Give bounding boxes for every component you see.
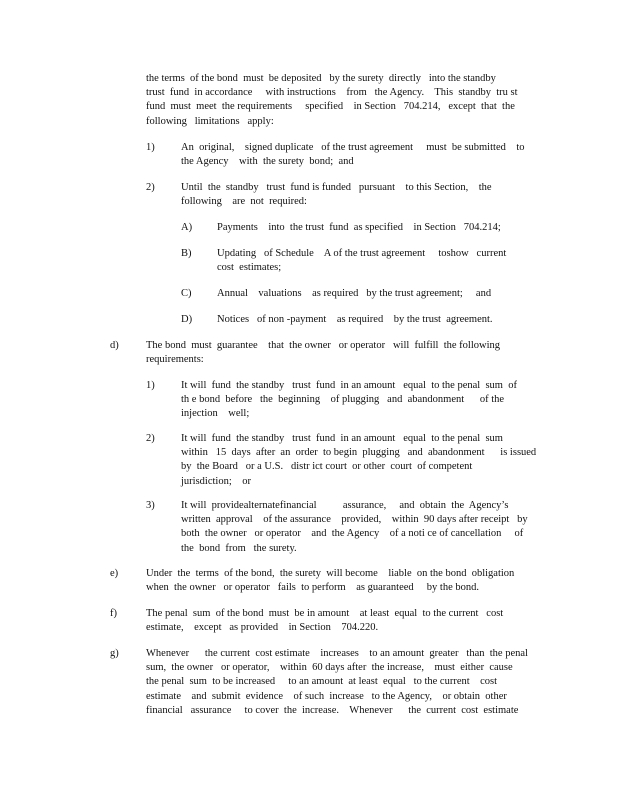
text-line: It will fund the standby trust fund in an amount equal to the penal sum: [181, 433, 503, 444]
text-line: Under the terms of the bond, the surety will become liable on the bond obligation: [146, 568, 515, 579]
list-item: [217, 287, 491, 301]
text-line: within 15 days after an order to begin plugging and abandonment is issued: [181, 447, 537, 459]
text-line: Whenever the current cost estimate increases to an amount greater than the penal: [146, 648, 528, 659]
text-line: the terms of the bond must be deposited by the surety directly into the standby: [146, 73, 496, 84]
text-line: th e bond before the beginning of plugging and abandonment of the: [181, 394, 505, 406]
text-line: following are not required:: [181, 196, 307, 208]
text-line: financial assurance to cover the increase. Whenever the current cost estimate: [146, 704, 519, 716]
list-marker: 1): [146, 142, 155, 153]
section-marker: e): [110, 568, 119, 579]
list-marker: A): [181, 222, 193, 233]
list-item: [217, 247, 506, 275]
text-line: estimate, except as provided in Section 704.220.: [146, 622, 379, 634]
text-line: the bond from the surety.: [181, 542, 297, 554]
list-marker: 1): [146, 380, 155, 391]
section-marker: g): [110, 648, 119, 659]
text-line: both the owner or operator and the Agency of a noti ce of cancellation of: [181, 528, 524, 540]
list-marker: 2): [146, 433, 155, 444]
section-paragraph: [146, 607, 503, 635]
section-paragraph: [146, 339, 500, 367]
list-marker: 3): [146, 500, 155, 511]
text-line: An original, signed duplicate of the trust agreement must be submitted to: [181, 142, 525, 153]
text-line: when the owner or operator fails to perform as guaranteed by the bond.: [146, 582, 479, 594]
text-line: estimate and submit evidence of such increase to the Agency, or obtain other: [146, 690, 507, 702]
section-paragraph: [146, 647, 528, 718]
text-line: following limitations apply:: [146, 115, 274, 127]
list-item: [181, 432, 536, 489]
text-line: injection well;: [181, 408, 250, 420]
list-marker: B): [181, 248, 192, 259]
text-line: It will providealternatefinancial assurance, and obtain the Agency’s: [181, 500, 509, 511]
list-item: [217, 221, 501, 235]
text-line: the penal sum to be increased to an amount at least equal to the current cost: [146, 676, 498, 688]
text-line: requirements:: [146, 354, 204, 366]
text-line: The bond must guarantee that the owner or operator will fulfill the following: [146, 340, 500, 351]
text-line: the Agency with the surety bond; and: [181, 156, 354, 168]
list-item: [217, 313, 493, 327]
text-line: sum, the owner or operator, within 60 days after the increase, must either cause: [146, 662, 513, 674]
list-item: [181, 141, 525, 169]
text-line: Updating of Schedule A of the trust agreement toshow current: [217, 248, 507, 259]
intro-paragraph: [146, 72, 518, 129]
text-line: The penal sum of the bond must be in amount at least equal to the current cost: [146, 608, 504, 619]
list-item: [181, 379, 517, 422]
section-marker: f): [110, 608, 117, 619]
list-marker: D): [181, 314, 193, 325]
text-line: trust fund in accordance with instructions from the Agency. This standby tru st: [146, 87, 518, 99]
text-line: cost estimates;: [217, 262, 282, 274]
list-item: [181, 499, 528, 556]
section-marker: d): [110, 340, 119, 351]
text-line: by the Board or a U.S. distr ict court or other court of competent: [181, 461, 473, 473]
text-line: fund must meet the requirements specified in Section 704.214, except that the: [146, 101, 515, 113]
section-paragraph: [146, 567, 514, 595]
list-marker: 2): [146, 182, 155, 193]
list-item: [181, 181, 492, 209]
text-line: Annual valuations as required by the trust agreement; and: [217, 288, 492, 299]
text-line: It will fund the standby trust fund in an amount equal to the penal sum of: [181, 380, 517, 391]
text-line: written approval of the assurance provided, within 90 days after receipt by: [181, 514, 528, 526]
text-line: jurisdiction; or: [181, 475, 251, 487]
list-marker: C): [181, 288, 192, 299]
text-line: Notices of non -payment as required by the trust agreement.: [217, 314, 493, 325]
text-line: Payments into the trust fund as specified in Section 704.214;: [217, 222, 501, 233]
text-line: Until the standby trust fund is funded pursuant to this Section, the: [181, 182, 492, 193]
